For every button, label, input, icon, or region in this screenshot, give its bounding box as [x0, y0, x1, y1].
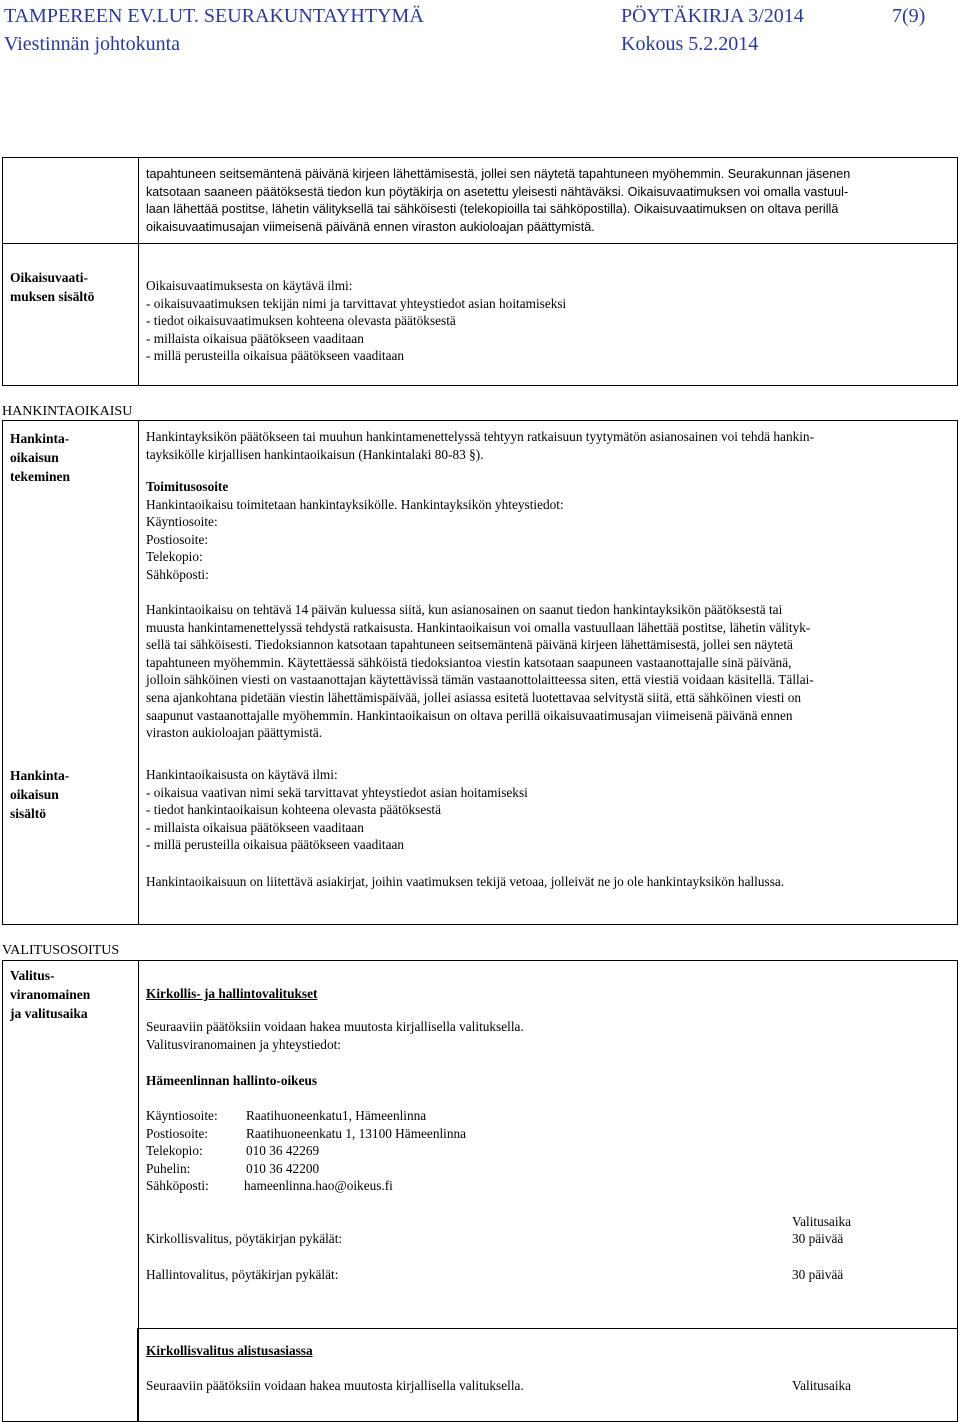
submission-appeal-title: Kirkollisvalitus alistusasiassa: [146, 1343, 313, 1358]
submission-appeal-period-header: Valitusaika: [792, 1378, 852, 1393]
table-divider: [138, 421, 139, 924]
claim-content-list: Oikaisuvaatimuksesta on käytävä ilmi: - oikaisuvaatimuksen tekijän nimi ja tarvittavat yhteystiedot asian hoitamiseksi - tiedot oikaisuvaatimuksen kohteena olevasta päätöksestä - millaista oikaisua päätökseen vaaditaan - millä perusteilla oikaisua päätökseen vaaditaan: [146, 278, 567, 364]
heading-valitusosoitus: VALITUSOSOITUS: [2, 943, 120, 958]
heading-hankintaoikaisu: HANKINTAOIKAISU: [2, 404, 133, 419]
appeal-period-header: Valitusaika: [792, 1214, 852, 1229]
section-label-claim-content: Oikaisuvaati- muksen sisältö: [10, 270, 95, 304]
delivery-paragraph: tapahtuneen seitsemäntenä päivänä kirjeen lähettämisestä, jollei sen näytetä tapahtuneen myöhemmin. Seurakunnan jäsenen katsotaan saaneen päätöksestä tiedon kun pöytäkirja on asetettu yleisesti nähtäväksi. Oikaisuvaatimuksen voi omalla vastuul- laan lähettää postitse, lähetin välityksellä tai sähköisesti (telekopioilla tai sähköpostilla). Oikaisuvaatimuksen on oltava perillä oikaisuvaatimusajan viimeisenä päivänä ennen viraston aukioloajan päättymistä.: [146, 167, 851, 234]
church-appeal-period: 30 päivää: [792, 1231, 844, 1246]
header-body: Viestinnän johtokunta: [4, 33, 180, 55]
church-admin-appeals-title: Kirkollis- ja hallintovalitukset: [146, 986, 318, 1001]
contact-row: Postiosoite: Raatihuoneenkatu 1, 13100 Hämeenlinna: [146, 1125, 467, 1141]
attachments-note: Hankintaoikaisuun on liitettävä asiakirjat, joihin vaatimuksen tekijä vetoaa, jolleivät ne jo ole hankintayksikön hallussa.: [146, 874, 785, 889]
contact-row: Telekopio: 010 36 42269: [146, 1143, 320, 1159]
court-contact-details: [146, 1107, 466, 1195]
contact-row: Sähköposti: hameenlinna.hao@oikeus.fi: [146, 1178, 393, 1194]
table-divider: [3, 243, 957, 244]
correction-content-list: Hankintaoikaisusta on käytävä ilmi: - oikaisua vaativan nimi sekä tarvittavat yhteystiedot asian hoitamiseksi - tiedot hankintaoikaisun kohteena olevasta päätöksestä - millaista oikaisua päätökseen vaaditaan - millä perusteilla oikaisua päätökseen vaaditaan: [146, 767, 528, 853]
header-doc-number: PÖYTÄKIRJA 3/2014: [621, 5, 804, 27]
correction-intro: Hankintayksikön päätökseen tai muuhun hankintamenettelyssä tehtyyn ratkaisuun tyytymätön asianosainen voi tehdä hankin- tayksikölle kirjallisen hankintaoikaisun (Hankintalaki 80-83 §).: [146, 429, 815, 462]
time-limit-paragraph: Hankintaoikaisu on tehtävä 14 päivän kuluessa siitä, kun asianosainen on saanut tiedon hankintayksikön päätöksestä tai muusta hankintamenettelyssä tehdystä ratkaisusta. Hankintaoikaisun voi omalla vastuullaan lähettää postitse, lähetin välityk- sellä tai sähköisesti. Tiedoksiannon katsotaan tapahtuneen seitsemäntenä päivänä kirjeen lähettämisestä, jollei sen näytetä tapahtuneen myöhemmin. Käytettäessä sähköistä tiedoksiantoa viestin katsotaan saapuneen vastaanottajalle sinä päivänä, jolloin sähköinen viesti on vastaanottajan käytettävissä tämän vastaanottolaitteessa siten, että viestiä voidaan käsitellä. Tällai- sena ajankohtana pidetään viestin lähettämispäivää, jollei asiassa esitetä luotettavaa selvitystä siitä, että sähköinen viesti on saapunut vastaanottajalle myöhemmin. Hankintaoikaisun on oltava perillä oikaisuvaatimusajan viimeisenä päivänä ennen viraston aukioloajan päättymistä.: [146, 602, 814, 741]
section-label-appeal-authority: Valitus- viranomainen ja valitusaika: [10, 968, 91, 1021]
header-page-number: 7(9): [892, 5, 926, 27]
admin-appeal-period: 30 päivää: [792, 1267, 844, 1282]
section-label-correction-content: Hankinta- oikaisun sisältö: [10, 768, 70, 821]
section-label-making-correction: Hankinta- oikaisun tekeminen: [10, 431, 70, 484]
admin-appeal-label: Hallintovalitus, pöytäkirjan pykälät:: [146, 1267, 339, 1282]
header-meeting-date: Kokous 5.2.2014: [621, 33, 759, 55]
appeal-intro: Seuraaviin päätöksiin voidaan hakea muutosta kirjallisella valituksella. Valitusviranomainen ja yhteystiedot:: [146, 1019, 524, 1052]
submission-appeal-intro: Seuraaviin päätöksiin voidaan hakea muutosta kirjallisella valituksella.: [146, 1378, 524, 1393]
contact-row: Puhelin: 010 36 42200: [146, 1160, 320, 1176]
table-divider: [138, 158, 139, 385]
church-appeal-label: Kirkollisvalitus, pöytäkirjan pykälät:: [146, 1231, 343, 1246]
header-org: TAMPEREEN EV.LUT. SEURAKUNTAYHTYMÄ: [4, 5, 424, 27]
delivery-address-title: Toimitusosoite: [146, 479, 229, 494]
delivery-address-block: Toimitusosoite Hankintaoikaisu toimitetaan hankintayksikölle. Hankintayksikön yhteystiedot: Käyntiosoite: Postiosoite: Telekopio: Sähköposti:: [146, 479, 564, 582]
contact-row: Käyntiosoite: Raatihuoneenkatu1, Hämeenlinna: [146, 1108, 427, 1123]
court-name: Hämeenlinnan hallinto-oikeus: [146, 1073, 318, 1088]
